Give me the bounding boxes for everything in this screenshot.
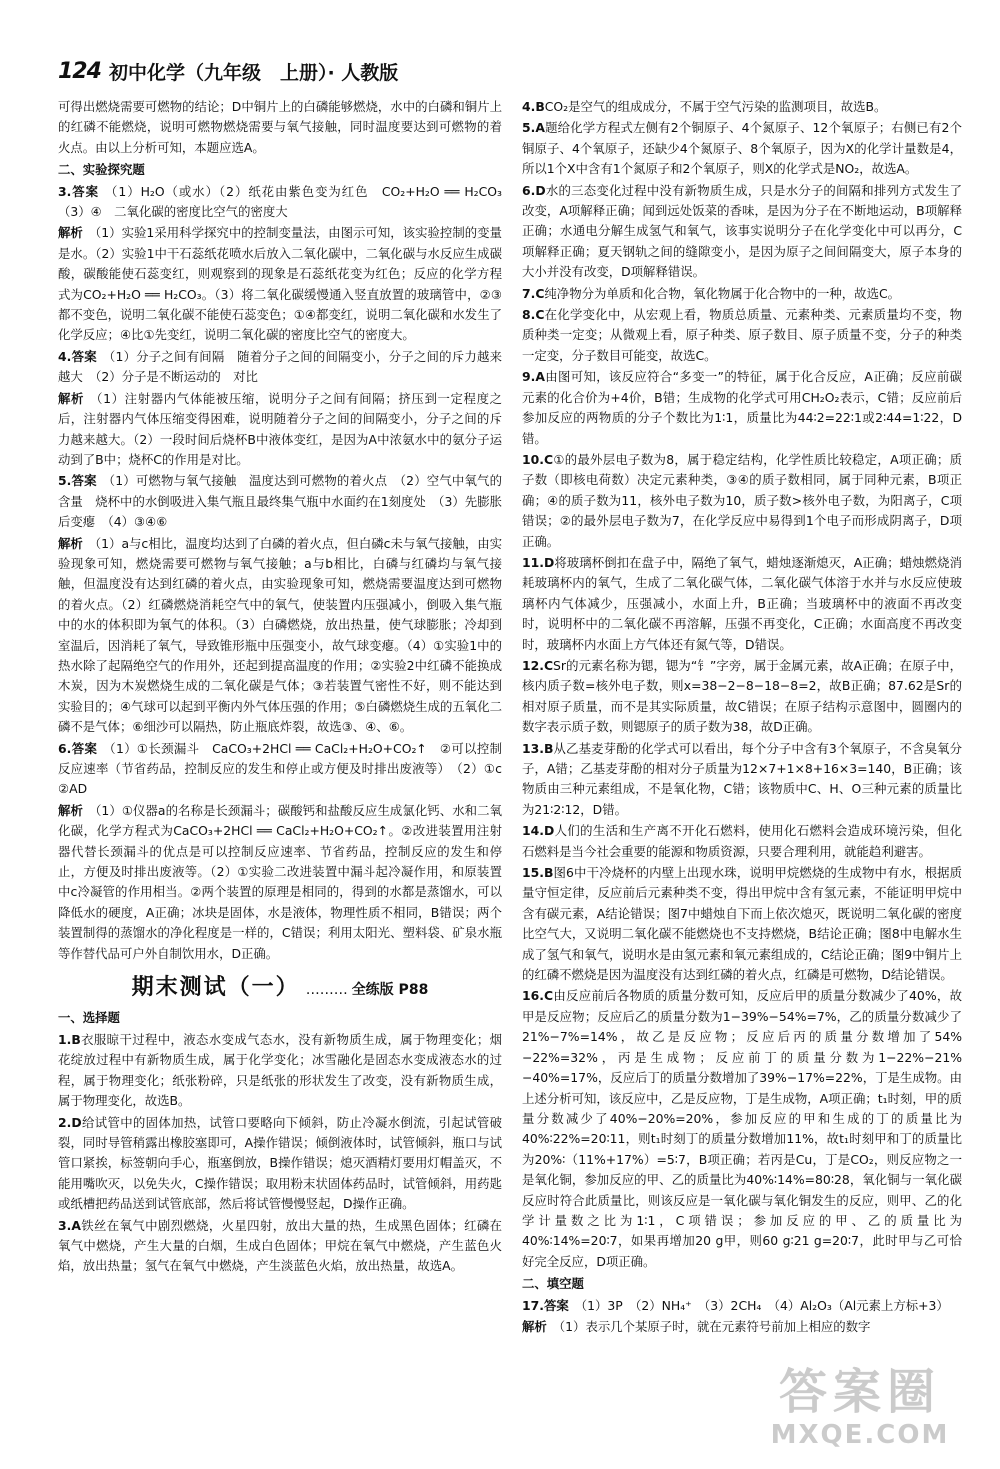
item-text: （1）H₂O（或水）（2）纸花由紫色变为红色 CO₂+H₂O ══ H₂CO₃（3）④ 二氧化碳的密度比空气的密度大: [58, 183, 502, 220]
item-text: 人们的生活和生产离不开化石燃料，使用化石燃料会造成环境污染，但化石燃料是当今社会重要的能源和物质资源，只要合理利用，就能趋利避害。: [522, 823, 962, 859]
left-column: [58, 97, 515, 1278]
answer-item: [58, 1030, 502, 1112]
continued-paragraph: [58, 97, 502, 158]
question-number: 7.C: [522, 285, 545, 301]
item-text: 将玻璃杯倒扣在盘子中，隔绝了氧气，蜡烛逐渐熄灭，A正确；蜡烛燃烧消耗玻璃杯内的氧气，生成了二氧化碳气体，二氧化碳气体溶于水并与水反应使玻璃杯内气体减少，压强减小，水面上升，B正确；当玻璃杯中的液面不再改变时，说明杯中的二氧化碳不再溶解，压强不再变化，C正确；水面高度不再改变时，玻璃杯内水面上方气体还有氮气等，D错误。: [522, 554, 962, 652]
answer-item: [58, 471, 502, 532]
item-text: 纯净物分为单质和化合物，氧化物属于化合物中的一种，故选C。: [544, 285, 901, 301]
question-number: 11.D: [522, 554, 555, 570]
answer-item: [522, 367, 962, 449]
watermark-url: MXQE.COM: [770, 1420, 950, 1450]
question-number: 8.C: [522, 307, 545, 323]
item-text: Sr的元素名称为锶，锶为“钅”字旁，属于金属元素，故A正确；在原子中，核内质子数=核外电子数，则x=38−2−8−18−8=2，故B正确；87.62是Sr的相对原子质量，而不是其实际质量，故C错误；在原子结构示意图中，圆圈内的数字表示质子数，则锶原子的质子数为38，故D正确。: [522, 657, 962, 735]
answer-item: [522, 181, 962, 283]
item-text: CO₂是空气的组成成分，不属于空气污染的监测项目，故选B。: [544, 99, 887, 114]
item-text: （1）①仪器a的名称是长颈漏斗；碳酸钙和盐酸反应生成氯化钙、水和二氧化碳，化学方程式为CaCO₃+2HCl ══ CaCl₂+H₂O+CO₂↑。②改进装置用注射器代替长颈漏斗的优点是可以控制反应速率、节省药品，控制反应的发生和停止，方便及时排出废液等。（2）①实验二改进装置中漏斗起冷凝作用，和原装置中c冷凝管的作用相当。②两个装置的原理是相同的，得到的水都是蒸馏水，可以降低水的硬度，A正确；冰块是固体，水是液体，物理性质不相同，B错误；两个装置制得的蒸馏水的净化程度是一样的，C错误；利用太阳光、塑料袋、矿泉水瓶等作替代品可户外自制饮用水，D正确。: [58, 802, 503, 961]
item-text: 铁丝在氧气中剧烈燃烧，火星四射，放出大量的热，生成黑色固体；红磷在氧气中燃烧，产生大量的白烟，生成白色固体；甲烷在氧气中燃烧，产生蓝色火焰，放出热量；氢气在氧气中燃烧，产生淡蓝色火焰，放出热量，故选A。: [58, 1217, 502, 1274]
answer-item: [58, 1113, 502, 1215]
exam-page-ref: 全练版 P88: [351, 982, 429, 999]
question-number: 3.: [58, 183, 72, 199]
answer-item: [522, 986, 962, 1272]
answer-item: [522, 863, 962, 985]
item-text: （1）分子之间有间隔 随着分子之间的间隔变小，分子之间的斥力越来越大 （2）分子是不断运动的 对比: [58, 348, 503, 385]
item-text: （1）表示几个某原子时，就在元素符号前加上相应的数字: [552, 1318, 871, 1334]
item-text: 图6中干冷烧杯的内壁上出现水珠，说明甲烷燃烧的生成物中有水，根据质量守恒定律，反应前后元素种类不变，得出甲烷中含有氢元素，不能证明甲烷中含有碳元素，A结论错误；图7中蜡烛自下而上依次熄灭，既说明二氧化碳的密度比空气大，又说明二氧化碳不能燃烧也不支持燃烧，B结论正确；图8中电解水生成了氢气和氧气，说明水是由氢元素和氧元素组成的，C结论正确；图9中铜片上的红磷不燃烧是因为温度没有达到红磷的着火点，红磷是可燃物，D结论错误。: [522, 865, 962, 983]
answer-item: [522, 284, 962, 304]
exam-title-dots: ………: [305, 982, 348, 999]
question-number: 9.A: [522, 369, 545, 385]
item-label: 答案: [71, 740, 98, 756]
answer-item: [522, 450, 962, 552]
question-number: 6.D: [522, 182, 546, 198]
item-label: 解析: [522, 1318, 547, 1334]
book-title: 初中化学（九年级 上册）· 人教版: [108, 61, 399, 84]
answer-item: [58, 1216, 502, 1277]
question-number: 4.: [58, 348, 72, 364]
question-number: 5.: [58, 473, 72, 489]
answer-item: [522, 305, 962, 366]
item-text: （1）a与c相比，温度均达到了白磷的着火点，但白磷c未与氧气接触，由实验现象可知，燃烧需要可燃物与氧气接触；a与b相比，白磷与红磷均与氧气接触，但温度没有达到红磷的着火点，由实验现象可知，燃烧需要温度达到可燃物的着火点。（2）红磷燃烧消耗空气中的氧气，使装置内压强减小，倒吸入集气瓶中的水的体积即为氧气的体积。（3）白磷燃烧，放出热量，使气球膨胀；冷却到室温后，因消耗了氧气，导致锥形瓶中压强变小，故气球变瘪。（4）①实验1中的热水除了起隔绝空气的作用外，还起到提高温度的作用；②实验2中红磷不能换成木炭，因为木炭燃烧生成的二氧化碳是气体；③若装置气密性不好，则不能达到实验目的；④气球可以起到平衡内外气体压强的作用；⑤白磷燃烧生成的五氧化二磷不是气体；⑥细沙可以隔热，防止瓶底炸裂，故选③、④、⑥。: [58, 535, 502, 735]
item-label: 解析: [58, 390, 85, 406]
item-text: 题给化学方程式左侧有2个铜原子、4个氮原子、12个氧原子；右侧已有2个铜原子、4个氧原子，还缺少4个氮原子、8个氧原子，因为X的化学计量数是4，所以1个X中含有1个氮原子和2个氧原子，则X的化学式是NO₂，故选A。: [522, 120, 962, 177]
item-label: 答案: [71, 348, 97, 364]
watermark-logo-text: 答案圈: [778, 1364, 941, 1420]
answer-item: [58, 534, 502, 738]
answer-item: [58, 182, 502, 223]
question-number: 17.: [522, 1297, 544, 1313]
question-number: 15.B: [522, 865, 554, 881]
section-heading: 一、选择题: [58, 1010, 120, 1026]
item-text: 由图可知，该反应符合“多变一”的特征，属于化合反应，A正确；反应前碳元素的化合价为+4价，B错；生成物的化学式可用CH₂O₂表示，C错；反应前后参加反应的两物质的分子个数比为1∶1，质量比为44∶2=22∶1或2∶44=1∶22，D错。: [522, 369, 962, 446]
item-text: 水的三态变化过程中没有新物质生成，只是水分子的间隔和排列方式发生了改变，A项解释正确；闻到远处饭菜的香味，是因为分子在不断地运动，B项解释正确；水通电分解生成氢气和氧气，该事实说明分子在化学变化中可以再分，C项解释正确；夏天钢轨之间的缝隙变小，是因为原子之间间隔变大，原子本身的大小并没有改变，D项解释错误。: [522, 182, 962, 280]
question-number: 13.B: [522, 740, 554, 756]
answer-item: [522, 821, 962, 862]
item-text: 从乙基麦芽酚的化学式可以看出，每个分子中含有3个氧原子，不含臭氧分子，A错；乙基麦芽酚的相对分子质量为12×7+1×8+16×3=140，B正确；该物质由三种元素组成，不是氧化物，C错；该物质中C、H、O三种元素的质量比为21∶2∶12，D错。: [522, 740, 962, 817]
answer-item: [522, 118, 962, 179]
answer-item: [58, 223, 502, 345]
answer-item: [58, 801, 502, 964]
item-label: 答案: [71, 183, 100, 199]
item-text: （1）①长颈漏斗 CaCO₃+2HCl ══ CaCl₂+H₂O+CO₂↑ ②可以控制反应速率（节省药品，控制反应的发生和停止或方便及时排出废液等） （2）①c ②AD: [58, 740, 515, 797]
question-number: 1.B: [58, 1031, 81, 1047]
item-label: 解析: [58, 535, 83, 551]
item-text: （1）3P （2）NH₄⁺ （3）2CH₄ （4）Al₂O₃（Al元素上方标+3）: [574, 1297, 949, 1313]
answer-item: [522, 1317, 962, 1337]
question-number: 5.A: [522, 120, 545, 136]
item-label: 答案: [71, 473, 97, 489]
answer-item: [522, 739, 962, 821]
answer-item: [522, 97, 962, 117]
section-heading: 二、实验探究题: [58, 162, 145, 178]
item-text: 在化学变化中，从宏观上看，物质总质量、元素种类、元素质量均不变，物质种类一定变；从微观上看，原子种类、原子数目、原子质量不变，分子的种类一定变，分子数目可能变，故选C。: [522, 307, 962, 363]
item-text: ①的最外层电子数为8，属于稳定结构，化学性质比较稳定，A项正确；质子数（即核电荷数）决定元素种类，③④的质子数相同，属于同种元素，B项正确；④的质子数为11，核外电子数为10，质子数>核外电子数，为阳离子，C项错误；②的最外层电子数为7，在化学反应中易得到1个电子而形成阴离子，D项正确。: [522, 451, 962, 549]
item-text: 衣服晾干过程中，液态水变成气态水，没有新物质生成，属于物理变化；烟花绽放过程中有新物质生成，属于化学变化；冰雪融化是固态水变成液态水的过程，属于物理变化；纸张粉碎，只是纸张的形状发生了改变，没有新物质生成，属于物理变化，故选B。: [58, 1031, 502, 1109]
answer-item: [58, 739, 515, 800]
right-column: [522, 97, 962, 1338]
question-number: 12.C: [522, 657, 554, 673]
question-number: 2.D: [58, 1114, 82, 1130]
question-number: 3.A: [58, 1217, 81, 1233]
question-number: 6.: [58, 740, 72, 756]
item-text: 给试管中的固体加热，试管口要略向下倾斜，防止冷凝水倒流，引起试管破裂，同时导管稍露出橡胶塞即可，A操作错误；倾倒液体时，试管倾斜，瓶口与试管口紧挨，标签朝向手心，瓶塞倒放，B操作错误；熄灭酒精灯要用灯帽盖灭，不能用嘴吹灭，以免失火，C操作错误；取用粉末状固体药品时，试管倾斜，用药匙或纸槽把药品送到试管底部，然后将试管慢慢竖起，D操作正确。: [58, 1114, 502, 1212]
item-text: （1）注射器内气体能被压缩，说明分子之间有间隔；挤压到一定程度之后，注射器内气体压缩变得困难，说明随着分子之间的间隔变小，分子之间的斥力越来越大。（2）一段时间后烧杯B中液体变红，是因为A中浓氨水中的氨分子运动到了B中；烧杯C的作用是对比。: [58, 390, 503, 467]
item-text: 由反应前后各物质的质量分数可知，反应后甲的质量分数减少了40%，故甲是反应物；反应后乙的质量分数为1−39%−54%=7%，乙的质量分数减少了21%−7%=14%，故乙是反应物；反应后丙的质量分数增加了54%−22%=32%，丙是生成物；反应前丁的质量分数为1−22%−21%−40%=17%，反应后丁的质量分数增加了39%−17%=22%，丁是生成物。由上述分析可知，该反应中，乙是反应物，丁是生成物，A项正确；t₁时刻，甲的质量分数减少了40%−20%=20%，参加反应的甲和生成的丁的质量比为40%∶22%=20∶11，则t₁时刻丁的质量分数增加11%，故t₁时刻甲和丁的质量比为20%∶（11%+17%）=5∶7，B项正确；若丙是Cu，丁是CO₂，则反应物之一是氧化铜，参加反应的甲、乙的质量比为40%∶14%=80∶28，氧化铜与一氧化碳反应时符合此质量比，则该反应是一氧化碳与氧化铜发生的反应，则甲、乙的化学计量数之比为1∶1，C项错误；参加反应的甲、乙的质量比为40%∶14%=20∶7，如果再增加20 g甲，则60 g∶21 g=20∶7，此时甲与乙可恰好完全反应，D项正确。: [522, 988, 962, 1269]
question-number: 4.B: [522, 99, 545, 114]
item-label: 解析: [58, 225, 83, 241]
question-number: 14.D: [522, 823, 555, 839]
item-text: （1）实验1采用科学探究中的控制变量法，由图示可知，该实验控制的变量是水。（2）实验1中干石蕊纸花喷水后放入二氧化碳中，二氧化碳与水反应生成碳酸，碳酸能使石蕊变红，则观察到的现象是石蕊纸花变为红色；反应的化学方程式为CO₂+H₂O ══ H₂CO₃。（3）将二氧化碳缓慢通入竖直放置的玻璃管中，②③都不变色，说明二氧化碳不能使石蕊变色；①④都变红，说明二氧化碳和水发生了化学反应；④比①先变红，说明二氧化碳的密度比空气的密度大。: [58, 225, 502, 343]
answer-item: [522, 1296, 962, 1316]
answer-item: [522, 553, 962, 655]
item-label: 解析: [58, 802, 83, 818]
answer-item: [522, 656, 962, 738]
site-watermark: [740, 1364, 980, 1459]
exam-title: [58, 975, 502, 1001]
page-number: 124: [58, 58, 101, 84]
answer-item: [58, 347, 502, 388]
exam-title-text: 期末测试（一）: [131, 975, 300, 1001]
answer-item: [58, 389, 502, 471]
item-text: （1）可燃物与氧气接触 温度达到可燃物的着火点 （2）空气中氧气的含量 烧杯中的水倒吸进入集气瓶且最终集气瓶中水面约在1刻度处 （3）先膨胀后变瘪 （4）③④⑥: [58, 473, 502, 530]
question-number: 10.C: [522, 451, 554, 467]
question-number: 16.C: [522, 988, 554, 1004]
page-header: [58, 54, 960, 88]
paragraph-text: 可得出燃烧需要可燃物的结论；D中铜片上的白磷能够燃烧，水中的白磷和铜片上的红磷不能燃烧，说明可燃物燃烧需要与氧气接触，同时温度要达到可燃物的着火点。由以上分析可知，本题应选A。: [58, 99, 502, 155]
item-label: 答案: [543, 1297, 569, 1313]
section-heading: 二、填空题: [522, 1276, 584, 1292]
